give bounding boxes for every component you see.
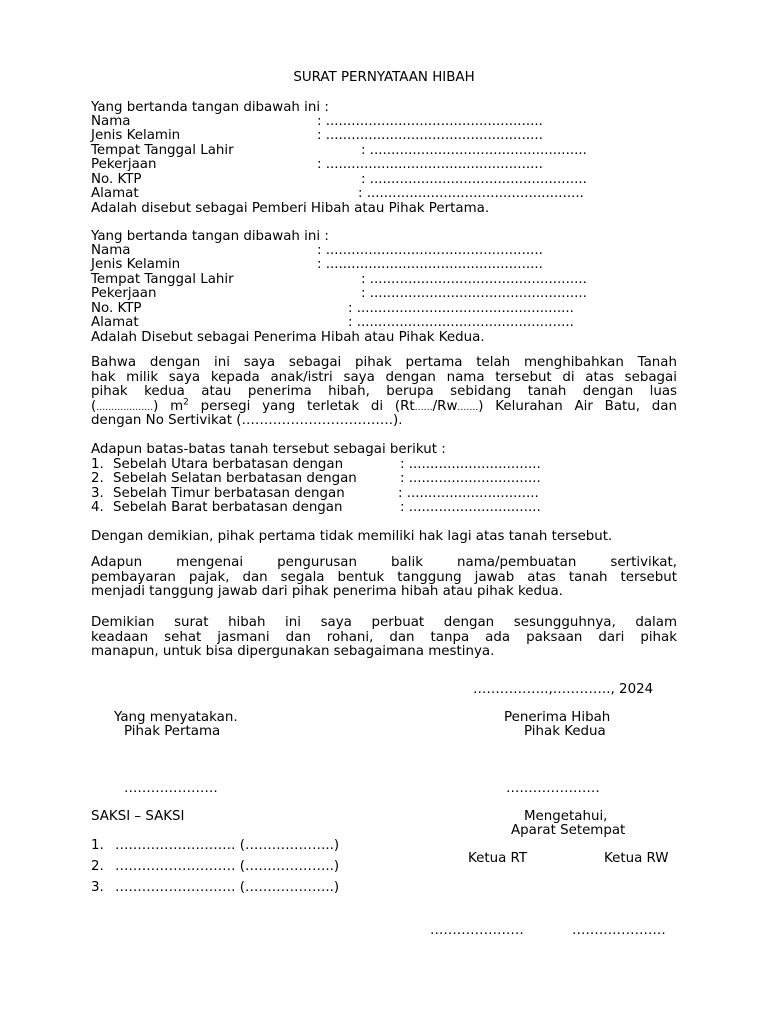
boundary-value-utara: : ............................... bbox=[400, 457, 541, 472]
boundary-num: 3. bbox=[91, 486, 104, 501]
party1-label-pekerjaan: Pekerjaan bbox=[91, 157, 157, 172]
closing-line-2: keadaan sehat jasmani dan rohani, dan tanpa ada paksaan dari pihak bbox=[91, 630, 677, 645]
rw-text: /Rw bbox=[432, 399, 458, 414]
party2-label-alamat: Alamat bbox=[91, 315, 139, 330]
responsibility-line-2: pembayaran pajak, dan segala bentuk tanggung jawab atas tanah tersebut bbox=[91, 570, 677, 585]
party2-intro: Yang bertanda tangan dibawah ini : bbox=[91, 229, 329, 244]
responsibility-line-1: Adapun mengenai pengurusan balik nama/pembuatan sertivikat, bbox=[91, 555, 677, 570]
party2-value-ttl: : ................................................... bbox=[361, 272, 587, 287]
signature-right-line: ………………… bbox=[506, 781, 600, 796]
statement-line-2: hak milik saya kepada anak/istri saya dengan nama tersebut di atas sebagai bbox=[91, 370, 677, 385]
witnesses-title: SAKSI – SAKSI bbox=[91, 809, 185, 824]
statement-line-1: Bahwa dengan ini saya sebagai pihak pertama telah menghibahkan Tanah bbox=[91, 355, 677, 370]
party2-value-jenis-kelamin: : ................................................... bbox=[317, 257, 543, 272]
signature-left-line: ………………… bbox=[124, 781, 218, 796]
party2-label-nama: Nama bbox=[91, 243, 131, 258]
rw-dots: ……. bbox=[457, 403, 479, 413]
boundary-value-selatan: : ............................... bbox=[400, 471, 541, 486]
boundary-value-timur: : ............................... bbox=[398, 486, 539, 501]
rt-dots: …… bbox=[414, 403, 433, 413]
party2-value-nama: : ................................................... bbox=[317, 243, 543, 258]
boundary-text-barat: Sebelah Barat berbatasan dengan bbox=[113, 500, 343, 515]
boundary-text-utara: Sebelah Utara berbatasan dengan bbox=[113, 457, 344, 472]
party1-value-nama: : ................................................... bbox=[317, 114, 543, 129]
place-date: ……………..,…………., 2024 bbox=[473, 682, 654, 697]
responsibility-line-3: menjadi tanggung jawab dari pihak penerima hibah atau pihak kedua. bbox=[91, 584, 563, 599]
witness-line-2: ……………………… (………………..) bbox=[115, 859, 340, 874]
acknowledgment-subtitle: Aparat Setempat bbox=[511, 823, 626, 838]
party1-value-alamat: : ................................................... bbox=[358, 186, 584, 201]
party1-label-ktp: No. KTP bbox=[91, 172, 142, 187]
witness-num: 1. bbox=[91, 838, 104, 853]
party2-label-ktp: No. KTP bbox=[91, 301, 142, 316]
party1-label-ttl: Tempat Tanggal Lahir bbox=[91, 143, 234, 158]
area-open: ( bbox=[91, 399, 97, 414]
area-text: persegi yang terletak di (Rt bbox=[188, 399, 415, 414]
party2-value-ktp: : ................................................... bbox=[348, 301, 574, 316]
closing-line-1: Demikian surat hibah ini saya perbuat dengan sesungguhnya, dalam bbox=[91, 615, 677, 630]
closing-line-3: manapun, untuk bisa dipergunakan sebagaimana mestinya. bbox=[91, 644, 495, 659]
boundary-num: 1. bbox=[91, 457, 104, 472]
ketua-rw-label: Ketua RW bbox=[604, 851, 669, 866]
party2-value-alamat: : ................................................... bbox=[348, 315, 574, 330]
party1-intro: Yang bertanda tangan dibawah ini : bbox=[91, 100, 329, 115]
boundary-text-selatan: Sebelah Selatan berbatasan dengan bbox=[113, 471, 357, 486]
signature-left-role: Pihak Pertama bbox=[124, 724, 221, 739]
ketua-rt-label: Ketua RT bbox=[468, 851, 528, 866]
statement-line-5: dengan No Sertivikat (…………………………….). bbox=[91, 413, 403, 428]
statement-line-3: pihak kedua atau penerima hibah, berupa sebidang tanah dengan luas bbox=[91, 384, 677, 399]
acknowledgment-title: Mengetahui, bbox=[524, 809, 608, 824]
boundary-num: 2. bbox=[91, 471, 104, 486]
party2-designation: Adalah Disebut sebagai Penerima Hibah atau Pihak Kedua. bbox=[91, 330, 485, 345]
boundary-num: 4. bbox=[91, 500, 104, 515]
boundaries-intro: Adapun batas-batas tanah tersebut sebagai berikut : bbox=[91, 442, 446, 457]
party2-label-pekerjaan: Pekerjaan bbox=[91, 286, 157, 301]
party2-value-pekerjaan: : ................................................... bbox=[361, 286, 587, 301]
party2-label-ttl: Tempat Tanggal Lahir bbox=[91, 272, 234, 287]
para-no-rights: Dengan demikian, pihak pertama tidak memiliki hak lagi atas tanah tersebut. bbox=[91, 529, 613, 544]
area-dots: ………………. bbox=[96, 403, 154, 413]
party1-label-alamat: Alamat bbox=[91, 186, 139, 201]
kelurahan-text: ) Kelurahan Air Batu, dan bbox=[478, 399, 677, 414]
witness-num: 2. bbox=[91, 859, 104, 874]
ketua-rt-line: ………………… bbox=[430, 923, 524, 938]
party1-label-jenis-kelamin: Jenis Kelamin bbox=[91, 128, 181, 143]
boundary-text-timur: Sebelah Timur berbatasan dengan bbox=[113, 486, 345, 501]
area-unit: ) m bbox=[153, 399, 184, 414]
party1-value-ttl: : ................................................... bbox=[361, 143, 587, 158]
party2-label-jenis-kelamin: Jenis Kelamin bbox=[91, 257, 181, 272]
signature-right-role: Pihak Kedua bbox=[524, 724, 606, 739]
boundary-value-barat: : ............................... bbox=[400, 500, 541, 515]
witness-num: 3. bbox=[91, 880, 104, 895]
party1-value-pekerjaan: : ................................................... bbox=[317, 157, 543, 172]
signature-left-title: Yang menyatakan. bbox=[114, 710, 238, 725]
ketua-rw-line: ………………… bbox=[572, 923, 666, 938]
document-title: SURAT PERNYATAAN HIBAH bbox=[293, 70, 475, 85]
party1-designation: Adalah disebut sebagai Pemberi Hibah atau Pihak Pertama. bbox=[91, 201, 490, 216]
signature-right-title: Penerima Hibah bbox=[504, 710, 611, 725]
party1-label-nama: Nama bbox=[91, 114, 131, 129]
area-sup: 2 bbox=[183, 397, 189, 408]
witness-line-3: ……………………… (………………..) bbox=[115, 880, 340, 895]
witness-line-1: ……………………… (………………..) bbox=[115, 838, 340, 853]
party1-value-ktp: : ................................................... bbox=[361, 172, 587, 187]
party1-value-jenis-kelamin: : ................................................... bbox=[317, 128, 543, 143]
